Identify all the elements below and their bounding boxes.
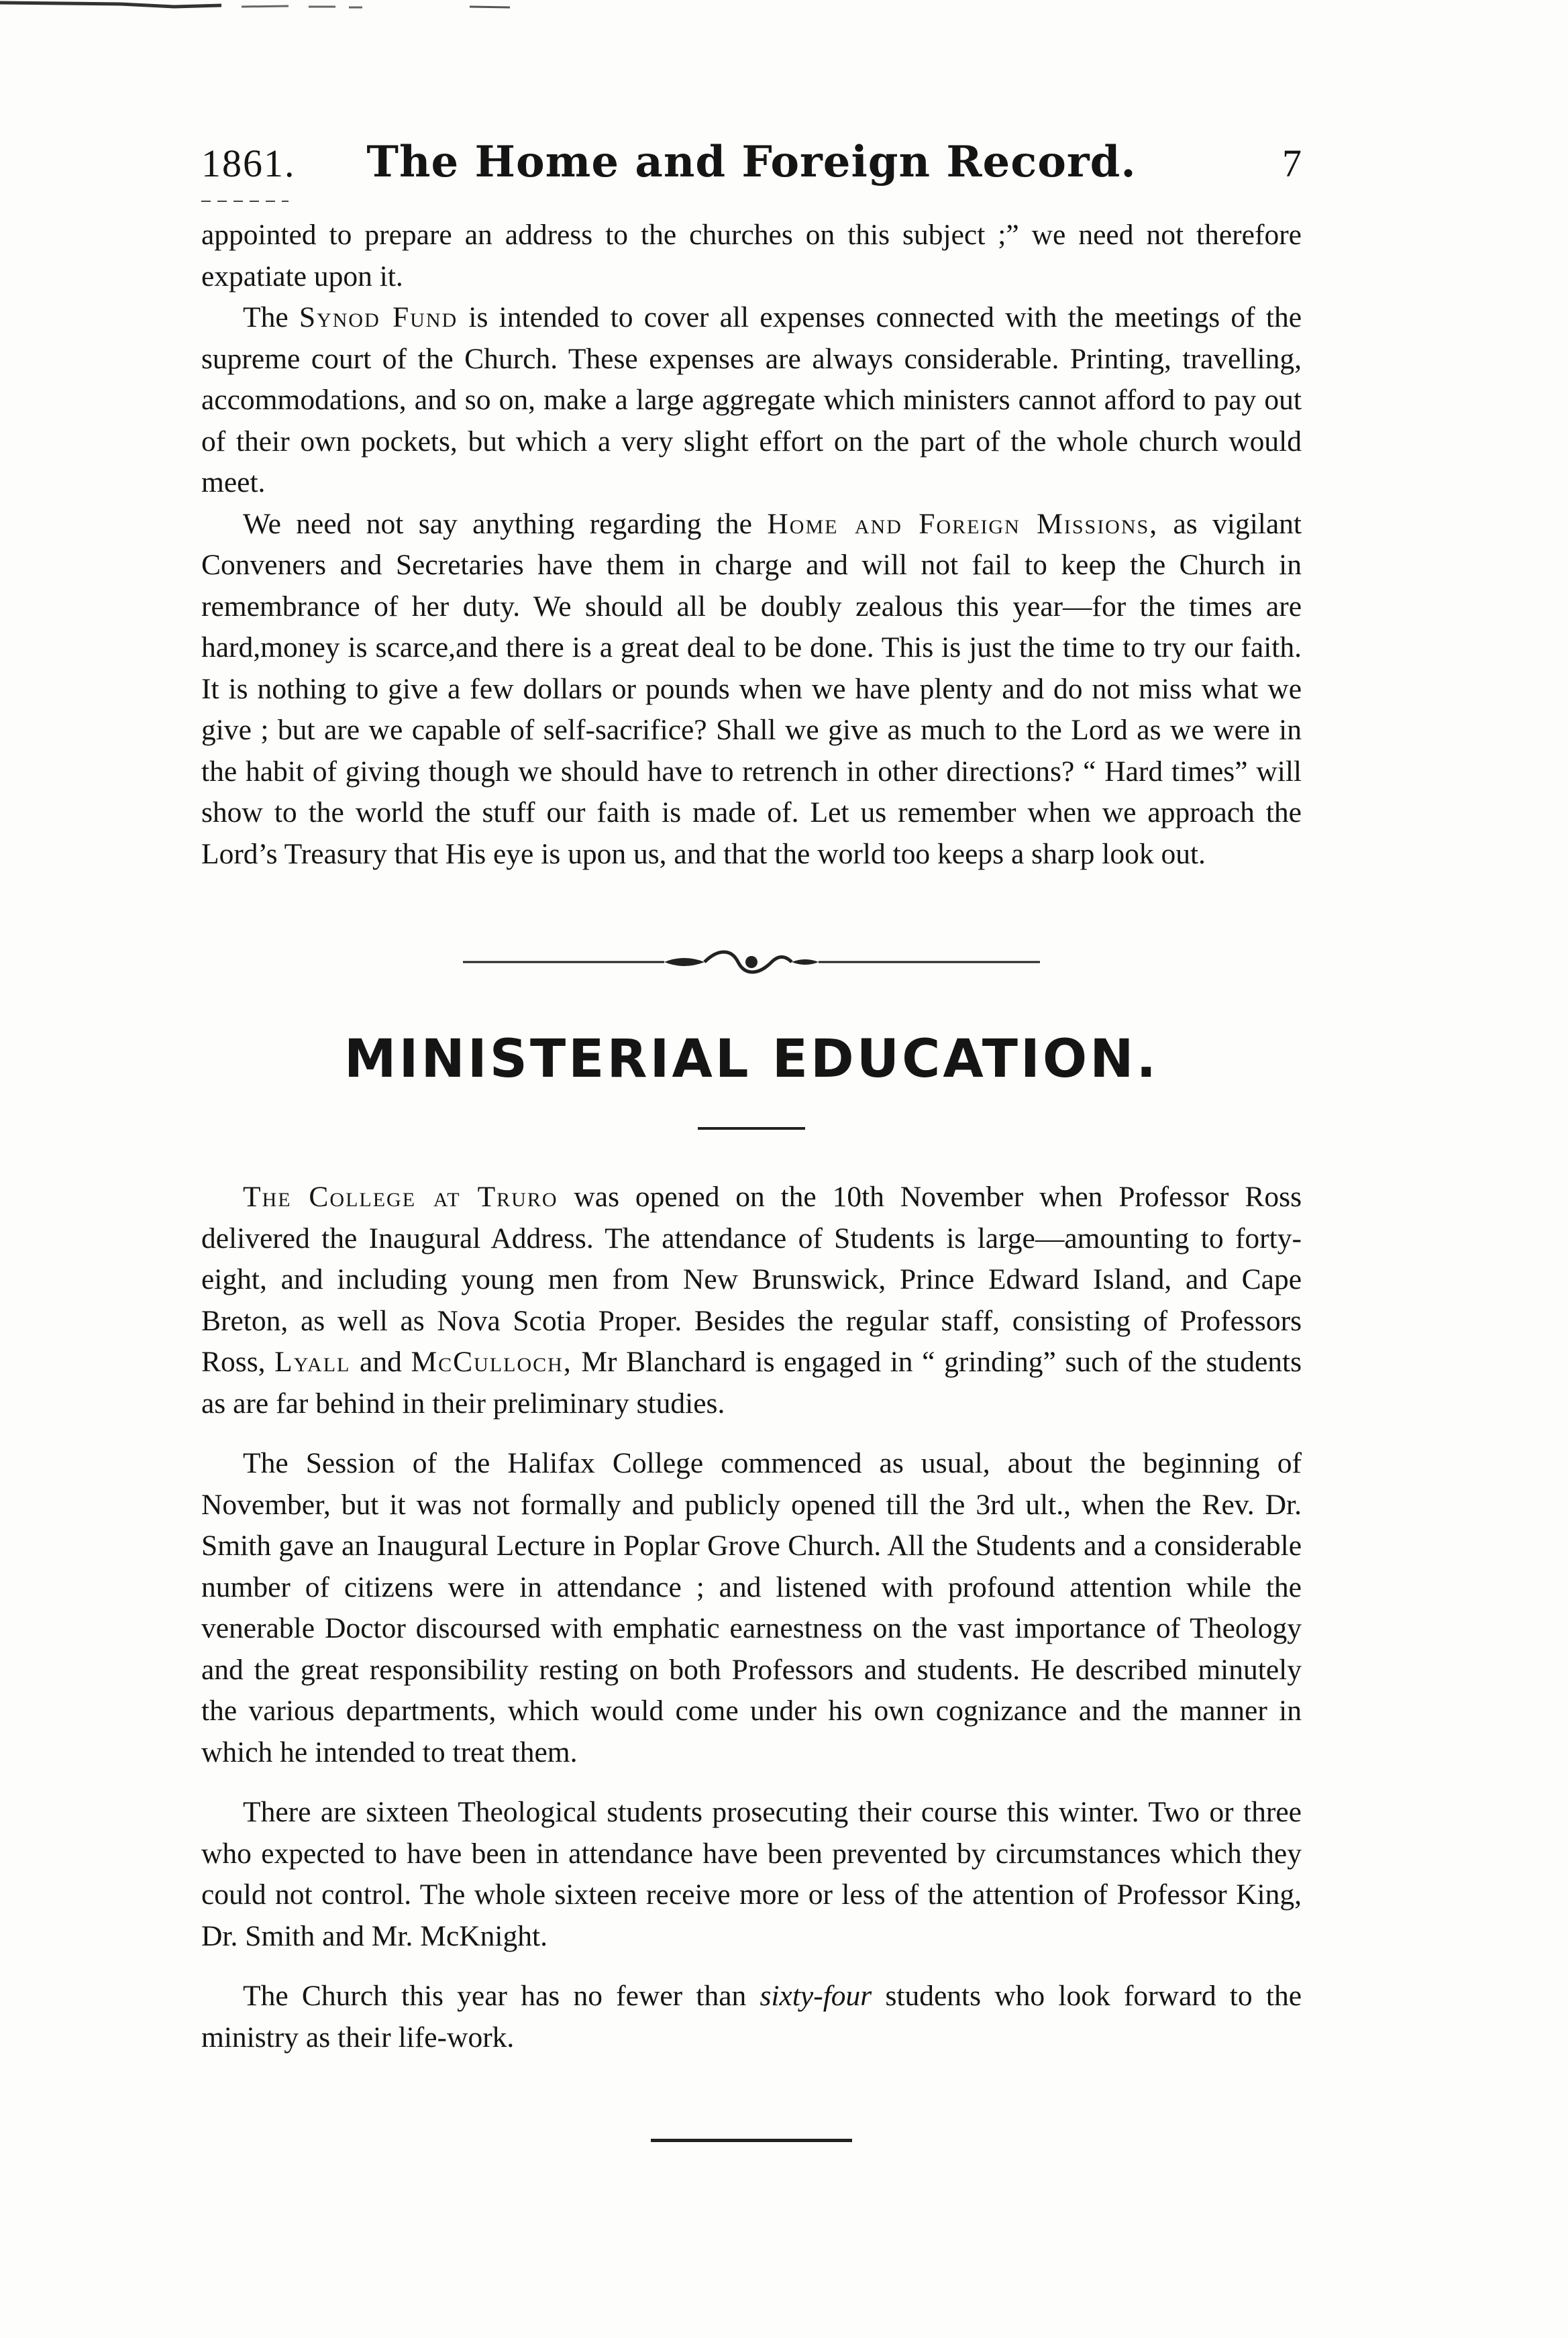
document-page [201, 121, 1302, 2142]
scan-edge-mark [0, 0, 1568, 20]
text: We need not say anything regarding the [243, 507, 752, 540]
ornamental-divider [201, 922, 1302, 1002]
italic-text: sixty-four [760, 1980, 872, 2012]
small-caps-text: The College at Truro [243, 1181, 558, 1213]
small-caps-text: Lyall [274, 1346, 351, 1378]
text: The Session of the Halifax College commenced as usual, about the beginning of November, but it was not formally and publicly opened till the 3rd ult., when the Rev. Dr. Smith gave an Inaugural Lecture in Poplar Grove Church. All the Students and a considerable number of citizens were in attendance ; and listened with profound attention while the venerable Doctor discoursed with emphatic earnestness on the vast importance of Theology and the great responsibility resting on both Professors and students. He described minutely the various departments, which would come under his own cognizance and the manner in which he intended to treat them. [201, 1447, 1302, 1768]
title-rule [698, 1127, 805, 1130]
text: appointed to prepare an address to the churches on this subject ;” we need not therefore expatiate upon it. [201, 219, 1302, 293]
journal-title: The Home and Foreign Record. [366, 137, 1137, 187]
text: was opened on the 10th November when Professor Ross delivered the Inaugural Address. The attendance of Students is large—amounting to forty-eight, and including young men from New Brunswick, Prince Edward Island, and Cape Breton, as well as Nova Scotia Proper. Besides the regular staff, consisting of Professors Ross, [201, 1181, 1302, 1378]
text: and [360, 1346, 402, 1378]
paragraph-halifax-college [201, 1443, 1302, 1773]
small-caps-text: Home and Foreign Missions, [767, 507, 1159, 540]
text: Mr Blanchard is engaged in “ grinding” such of the students as are far behind in their preliminary studies. [201, 1346, 1302, 1420]
paragraph-synod-fund [201, 297, 1302, 504]
small-caps-text: Synod Fund [299, 301, 458, 333]
text: The [243, 301, 289, 333]
small-caps-text: McCulloch, [411, 1346, 572, 1378]
running-head [201, 121, 1302, 195]
header-rule [201, 195, 1302, 215]
paragraph-missions [201, 504, 1302, 875]
paragraph-sixty-four-students [201, 1976, 1302, 2058]
end-rule [651, 2139, 852, 2142]
section-title: MINISTERIAL EDUCATION. [344, 1029, 1159, 1090]
paragraph-theological-students [201, 1792, 1302, 1957]
text: as vigilant Conveners and Secretaries have them in charge and will not fail to keep the Church in remembrance of her duty. We should all be doubly zealous this year—for the times are hard,money is scarce,and there is a great deal to be done. This is just the time to try our faith. It is nothing to give a few dollars or pounds when we have plenty and do not miss what we give ; but are we capable of self-sacrifice? Shall we give as much to the Lord as we were in the habit of giving though we should have to retrench in other directions? “ Hard times” will show to the world the stuff our faith is made of. Let us remember when we approach the Lord’s Treasury that His eye is upon us, and that the world too keeps a sharp look out. [201, 507, 1302, 870]
text: students who look forward to the ministry as their life-work. [201, 1980, 1302, 2054]
paragraph-continuation [201, 215, 1302, 297]
page-year: 1861. [201, 142, 296, 185]
paragraph-truro-college [201, 1177, 1302, 1424]
text: is intended to cover all expenses connected with the meetings of the supreme court of the Church. These expenses are always considerable. Printing, travelling, accommodations, and so on, make a large aggregate which ministers cannot afford to pay out of their own pockets, but which a very slight effort on the part of the whole church would meet. [201, 301, 1302, 498]
page-number: 7 [1282, 142, 1302, 185]
text: The Church this year has no fewer than [243, 1980, 747, 2012]
text: There are sixteen Theological students prosecuting their course this winter. Two or three who expected to have been in attendance have been prevented by circumstances which they could not control. The whole sixteen receive more or less of the attention of Professor King, Dr. Smith and Mr. McKnight. [201, 1796, 1302, 1952]
